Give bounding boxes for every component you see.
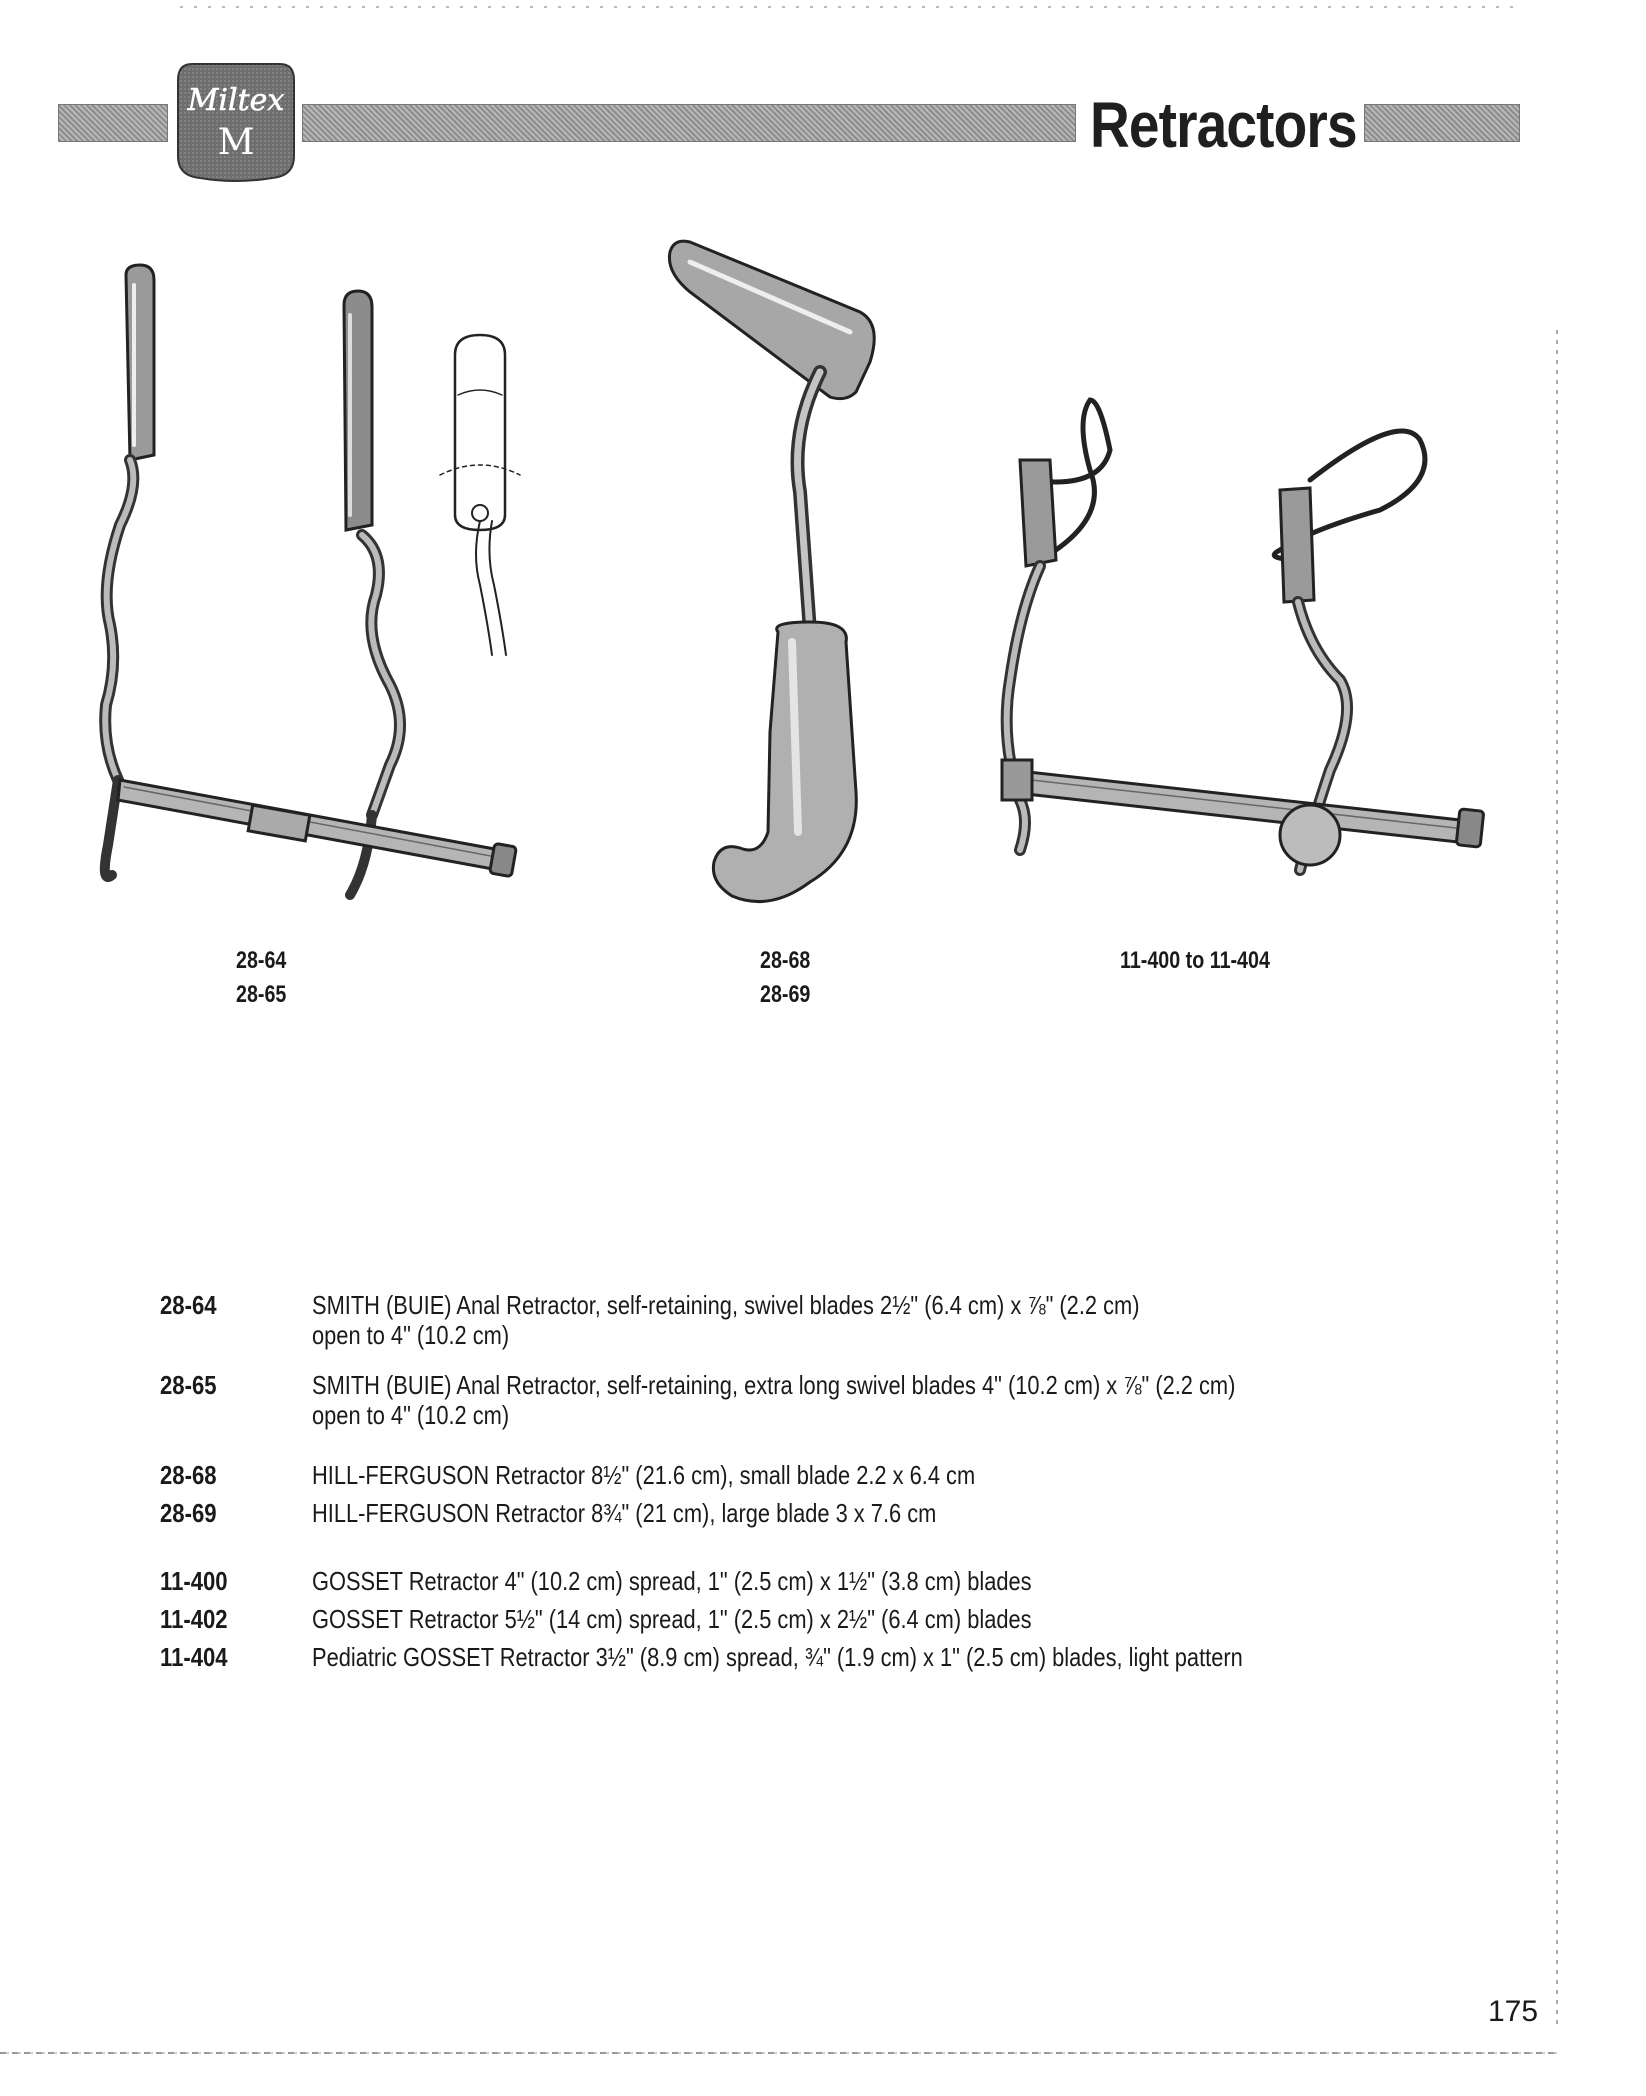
product-description xyxy=(312,1290,1286,1350)
product-description xyxy=(312,1370,1286,1430)
caption-gosset xyxy=(1120,944,1270,978)
product-description xyxy=(312,1566,1286,1596)
product-code: 28-65 xyxy=(160,1370,217,1400)
product-code: 28-69 xyxy=(160,1498,217,1528)
header-band-right xyxy=(1364,104,1520,142)
illustration-smith-buie-retractor xyxy=(100,225,620,950)
product-description xyxy=(312,1604,1286,1634)
description-line: SMITH (BUIE) Anal Retractor, self-retaining, extra long swivel blades 4" (10.2 cm) x ⅞" (2.2 cm) xyxy=(312,1370,1236,1400)
caption-code: 28-65 xyxy=(236,981,287,1008)
product-code: 28-64 xyxy=(160,1290,217,1320)
logo-script-text: Miltex xyxy=(187,83,285,118)
description-line: open to 4" (10.2 cm) xyxy=(312,1400,510,1430)
product-description xyxy=(312,1460,1286,1490)
top-edge-dots xyxy=(180,6,1520,8)
product-code: 11-404 xyxy=(160,1642,228,1672)
description-line: open to 4" (10.2 cm) xyxy=(312,1320,510,1350)
caption-code: 28-68 xyxy=(760,947,811,974)
description-line: GOSSET Retractor 4" (10.2 cm) spread, 1" (2.5 cm) x 1½" (3.8 cm) blades xyxy=(312,1566,1032,1596)
description-line: SMITH (BUIE) Anal Retractor, self-retaining, swivel blades 2½" (6.4 cm) x ⅞" (2.2 cm) xyxy=(312,1290,1140,1320)
page-title: Retractors xyxy=(1090,89,1357,161)
right-edge-dots xyxy=(1556,330,1558,2030)
caption-hill-ferguson xyxy=(760,944,810,1012)
product-code: 11-400 xyxy=(160,1566,228,1596)
header-band-left xyxy=(58,104,168,142)
product-description xyxy=(312,1498,1286,1528)
product-description xyxy=(312,1642,1286,1672)
description-line: Pediatric GOSSET Retractor 3½" (8.9 cm) spread, ¾" (1.9 cm) x 1" (2.5 cm) blades, light pattern xyxy=(312,1642,1243,1672)
illustration-hill-ferguson-retractor xyxy=(660,232,900,937)
illustration-gosset-retractor xyxy=(980,380,1500,925)
logo-monogram-text: M xyxy=(217,122,255,163)
caption-code: 28-64 xyxy=(236,947,287,974)
product-code: 11-402 xyxy=(160,1604,228,1634)
description-line: HILL-FERGUSON Retractor 8¾" (21 cm), large blade 3 x 7.6 cm xyxy=(312,1498,937,1528)
product-code: 28-68 xyxy=(160,1460,217,1490)
caption-code: 28-69 xyxy=(760,981,811,1008)
miltex-logo xyxy=(172,56,300,184)
header-band-middle xyxy=(302,104,1076,142)
description-line: GOSSET Retractor 5½" (14 cm) spread, 1" (2.5 cm) x 2½" (6.4 cm) blades xyxy=(312,1604,1032,1634)
caption-code: 11-400 to 11-404 xyxy=(1120,947,1270,974)
page-number: 175 xyxy=(1488,1995,1539,2028)
caption-smith-buie xyxy=(236,944,286,1012)
description-line: HILL-FERGUSON Retractor 8½" (21.6 cm), small blade 2.2 x 6.4 cm xyxy=(312,1460,976,1490)
bottom-edge-line xyxy=(0,2052,1560,2054)
